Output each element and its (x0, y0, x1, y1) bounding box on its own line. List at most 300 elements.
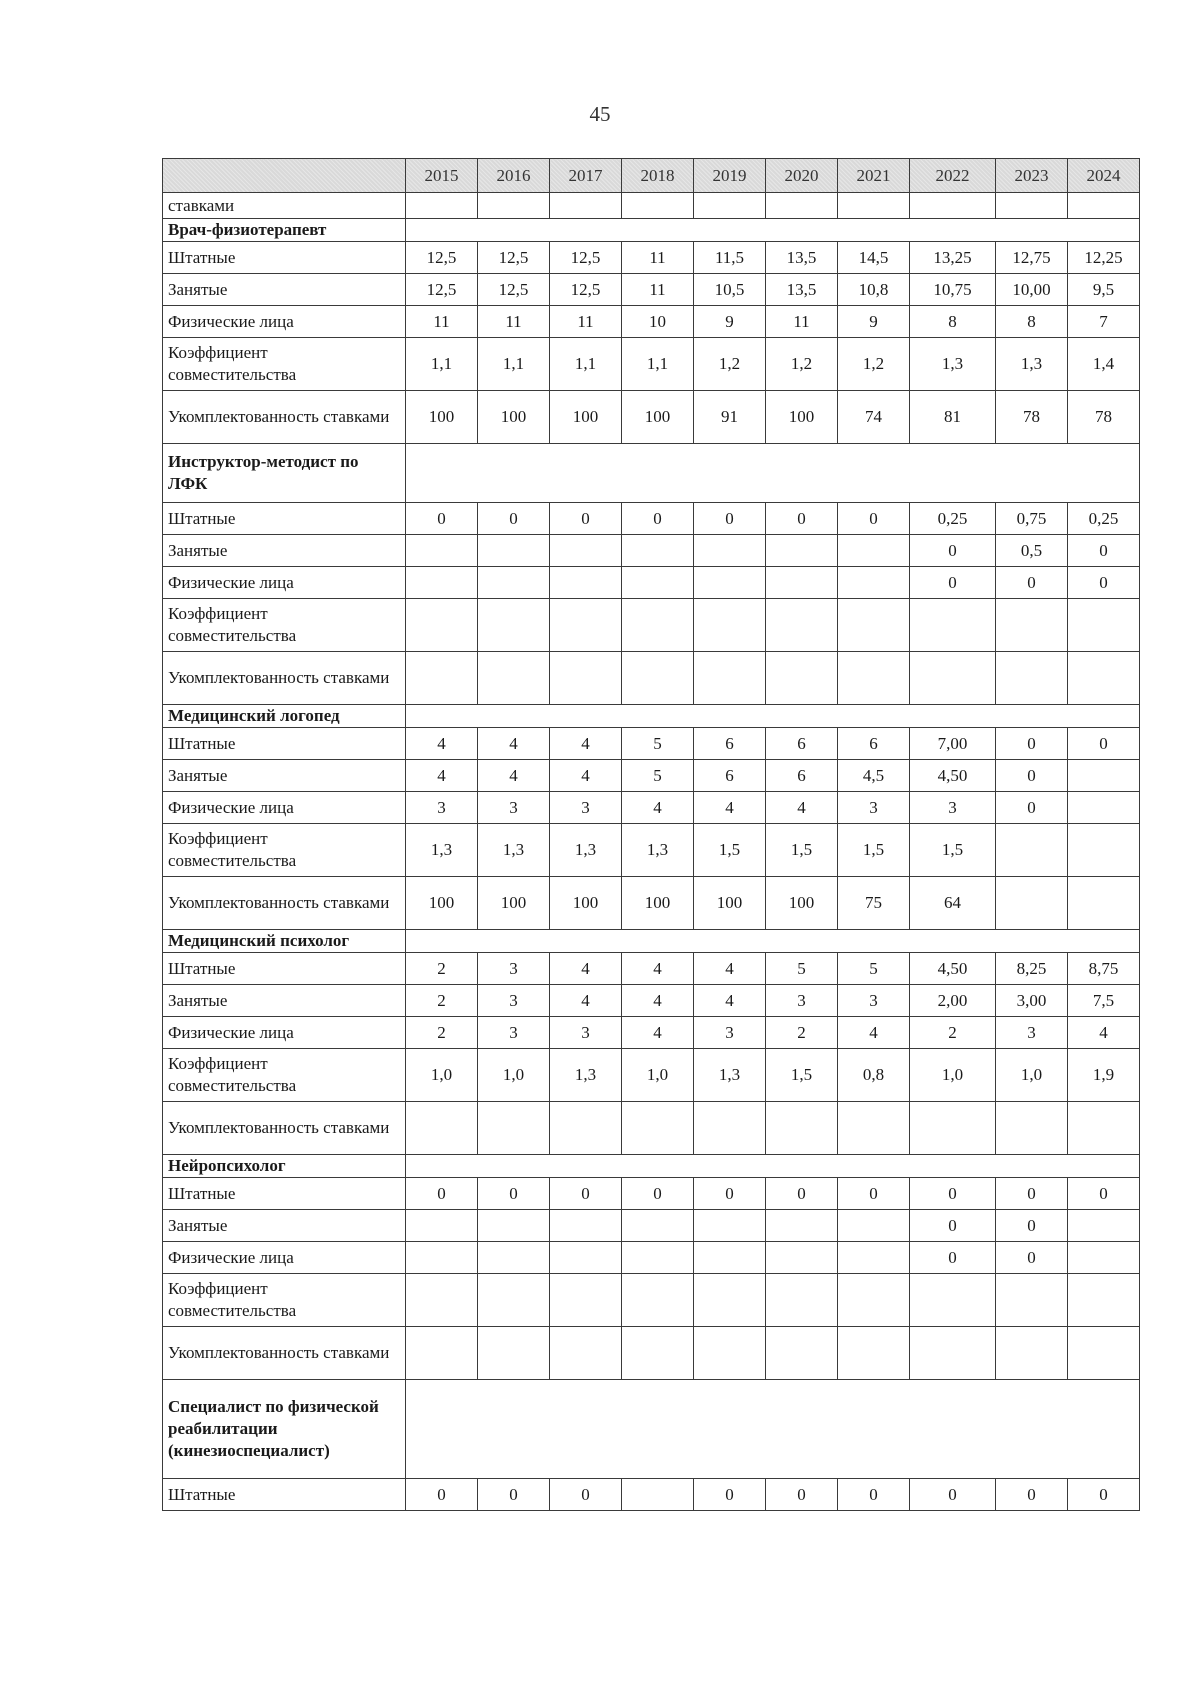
table-cell: 0 (910, 1242, 996, 1274)
table-cell (838, 1327, 910, 1380)
row-label: Коэффициент совместительства (163, 599, 406, 652)
table-body (163, 193, 1140, 1511)
position-title: Врач-физиотерапевт (163, 219, 406, 242)
table-cell (550, 1210, 622, 1242)
table-cell: 1,3 (550, 824, 622, 877)
table-cell: 1,0 (478, 1049, 550, 1102)
table-cell: 100 (550, 877, 622, 930)
table-cell: 10 (622, 306, 694, 338)
row-label: Занятые (163, 760, 406, 792)
table-cell: 6 (766, 760, 838, 792)
table-cell: 0 (1068, 1479, 1140, 1511)
table-cell: 4 (406, 728, 478, 760)
table-row (163, 391, 1140, 444)
table-cell (996, 1102, 1068, 1155)
table-row (163, 535, 1140, 567)
position-title: Медицинский психолог (163, 930, 406, 953)
position-title: Инструктор-методист по ЛФК (163, 444, 406, 503)
table-cell: 12,5 (478, 274, 550, 306)
table-cell: 0,8 (838, 1049, 910, 1102)
row-label: ставками (163, 193, 406, 219)
table-cell: 0 (766, 1178, 838, 1210)
table-cell: 8 (910, 306, 996, 338)
table-cell (766, 1210, 838, 1242)
table-cell: 0 (996, 1479, 1068, 1511)
table-cell: 3 (478, 1017, 550, 1049)
row-label: Штатные (163, 242, 406, 274)
table-cell (1068, 877, 1140, 930)
table-cell: 11 (406, 306, 478, 338)
table-cell: 0,25 (910, 503, 996, 535)
table-cell (550, 599, 622, 652)
table-cell (550, 1327, 622, 1380)
table-cell: 0 (1068, 1178, 1140, 1210)
header-row (163, 159, 1140, 193)
group-header-row (163, 1380, 1140, 1479)
table-cell: 74 (838, 391, 910, 444)
group-empty-cell (406, 930, 1140, 953)
table-cell: 0 (838, 503, 910, 535)
table-cell (996, 1327, 1068, 1380)
table-cell (406, 652, 478, 705)
table-cell (1068, 652, 1140, 705)
table-cell: 0 (910, 535, 996, 567)
year-header: 2024 (1068, 159, 1140, 193)
table-cell: 0 (406, 503, 478, 535)
table-cell: 0 (694, 503, 766, 535)
table-row (163, 877, 1140, 930)
table-cell (766, 535, 838, 567)
table-cell: 2 (406, 953, 478, 985)
table-cell: 0,75 (996, 503, 1068, 535)
table-cell: 0 (1068, 728, 1140, 760)
table-cell: 11 (622, 274, 694, 306)
table-cell: 7 (1068, 306, 1140, 338)
table-cell: 3 (910, 792, 996, 824)
table-cell: 1,0 (622, 1049, 694, 1102)
row-label: Физические лица (163, 1017, 406, 1049)
row-label: Укомплектованность ставками (163, 652, 406, 705)
table-cell: 3 (478, 953, 550, 985)
table-cell: 13,5 (766, 274, 838, 306)
table-cell: 10,00 (996, 274, 1068, 306)
table-cell: 0 (838, 1178, 910, 1210)
table-cell: 4 (550, 760, 622, 792)
staffing-table (162, 158, 1140, 1511)
table-cell: 6 (694, 728, 766, 760)
table-cell: 0,5 (996, 535, 1068, 567)
table-cell: 6 (694, 760, 766, 792)
table-cell (622, 1102, 694, 1155)
group-empty-cell (406, 219, 1140, 242)
table-cell: 4,50 (910, 953, 996, 985)
row-label: Физические лица (163, 567, 406, 599)
table-cell (694, 1274, 766, 1327)
table-cell (996, 824, 1068, 877)
table-cell (996, 877, 1068, 930)
table-cell: 3 (996, 1017, 1068, 1049)
table-cell (1068, 760, 1140, 792)
year-header: 2015 (406, 159, 478, 193)
header-corner (163, 159, 406, 193)
table-cell (406, 567, 478, 599)
table-cell (622, 1210, 694, 1242)
table-cell: 3 (478, 792, 550, 824)
table-cell (1068, 1242, 1140, 1274)
table-cell: 6 (838, 728, 910, 760)
row-label: Штатные (163, 1178, 406, 1210)
table-cell: 1,5 (766, 1049, 838, 1102)
row-label: Штатные (163, 728, 406, 760)
table-cell (478, 1210, 550, 1242)
table-cell: 1,1 (622, 338, 694, 391)
table-cell: 4,50 (910, 760, 996, 792)
table-cell: 12,5 (550, 274, 622, 306)
table-cell: 4 (694, 985, 766, 1017)
table-cell (910, 599, 996, 652)
table-cell (1068, 1327, 1140, 1380)
table-cell: 4 (550, 728, 622, 760)
table-cell (1068, 792, 1140, 824)
table-row (163, 1327, 1140, 1380)
table-cell: 2 (766, 1017, 838, 1049)
table-cell: 0 (910, 1210, 996, 1242)
table-cell: 4 (694, 953, 766, 985)
group-empty-cell (406, 705, 1140, 728)
position-title: Нейропсихолог (163, 1155, 406, 1178)
table-cell: 0 (406, 1178, 478, 1210)
table-cell: 4 (1068, 1017, 1140, 1049)
row-label: Укомплектованность ставками (163, 391, 406, 444)
table-cell (406, 1327, 478, 1380)
row-label: Занятые (163, 535, 406, 567)
table-cell: 9,5 (1068, 274, 1140, 306)
table-cell: 4 (550, 953, 622, 985)
table-row (163, 503, 1140, 535)
table-row (163, 728, 1140, 760)
row-label: Физические лица (163, 306, 406, 338)
table-cell: 0 (996, 1178, 1068, 1210)
table-row (163, 1479, 1140, 1511)
table-cell: 1,9 (1068, 1049, 1140, 1102)
table-cell: 4 (766, 792, 838, 824)
table-cell (622, 1242, 694, 1274)
table-cell (766, 1327, 838, 1380)
table-cell: 1,0 (910, 1049, 996, 1102)
table-cell (766, 1274, 838, 1327)
table-cell (550, 1102, 622, 1155)
table-cell (478, 1102, 550, 1155)
table-cell (550, 535, 622, 567)
row-label: Коэффициент совместительства (163, 1274, 406, 1327)
table-cell: 0 (996, 760, 1068, 792)
table-cell: 0 (622, 1178, 694, 1210)
table-cell (1068, 1102, 1140, 1155)
table-cell (622, 652, 694, 705)
table-row (163, 1210, 1140, 1242)
table-row (163, 567, 1140, 599)
table-cell: 3 (478, 985, 550, 1017)
table-cell: 4,5 (838, 760, 910, 792)
table-cell: 0 (910, 567, 996, 599)
table-cell (838, 193, 910, 219)
row-label: Физические лица (163, 1242, 406, 1274)
table-cell: 0 (622, 503, 694, 535)
year-header: 2021 (838, 159, 910, 193)
year-header: 2020 (766, 159, 838, 193)
year-header: 2017 (550, 159, 622, 193)
table-cell: 10,75 (910, 274, 996, 306)
table-cell: 0 (838, 1479, 910, 1511)
year-header: 2019 (694, 159, 766, 193)
table-cell (406, 1102, 478, 1155)
table-cell (910, 1327, 996, 1380)
table-cell: 1,1 (406, 338, 478, 391)
row-label: Укомплектованность ставками (163, 1327, 406, 1380)
table-cell (622, 1479, 694, 1511)
group-header-row (163, 705, 1140, 728)
table-cell: 100 (766, 391, 838, 444)
table-cell: 11 (478, 306, 550, 338)
table-cell: 12,5 (478, 242, 550, 274)
table-cell (478, 1274, 550, 1327)
table-cell (694, 1242, 766, 1274)
table-row (163, 824, 1140, 877)
table-cell: 12,5 (406, 242, 478, 274)
table-cell (910, 1102, 996, 1155)
table-cell (406, 193, 478, 219)
table-row (163, 953, 1140, 985)
table-cell: 6 (766, 728, 838, 760)
table-cell: 12,5 (406, 274, 478, 306)
table-row (163, 1102, 1140, 1155)
table-cell: 1,2 (838, 338, 910, 391)
table-cell (478, 193, 550, 219)
table-cell: 4 (406, 760, 478, 792)
row-label: Занятые (163, 1210, 406, 1242)
table-cell (478, 1327, 550, 1380)
table-cell (766, 193, 838, 219)
table-row (163, 242, 1140, 274)
table-cell (478, 1242, 550, 1274)
table-cell: 2 (406, 985, 478, 1017)
table-cell (838, 535, 910, 567)
table-cell: 100 (766, 877, 838, 930)
row-label: Штатные (163, 1479, 406, 1511)
table-cell: 100 (622, 877, 694, 930)
table-cell (694, 1327, 766, 1380)
table-cell: 0 (550, 503, 622, 535)
table-cell (478, 567, 550, 599)
table-cell: 1,5 (694, 824, 766, 877)
table-row (163, 1049, 1140, 1102)
table-cell: 0 (1068, 567, 1140, 599)
table-cell: 1,0 (406, 1049, 478, 1102)
table-cell: 5 (838, 953, 910, 985)
table-cell (550, 1274, 622, 1327)
group-header-row (163, 444, 1140, 503)
table-cell: 8 (996, 306, 1068, 338)
table-cell (406, 1210, 478, 1242)
table-cell: 0 (694, 1178, 766, 1210)
table-cell (766, 652, 838, 705)
table-cell (766, 567, 838, 599)
table-cell (550, 567, 622, 599)
table-cell: 100 (694, 877, 766, 930)
table-row (163, 985, 1140, 1017)
row-label: Занятые (163, 985, 406, 1017)
table-cell: 0 (996, 792, 1068, 824)
table-cell: 100 (406, 391, 478, 444)
table-cell: 100 (406, 877, 478, 930)
table-cell: 12,25 (1068, 242, 1140, 274)
table-row (163, 1274, 1140, 1327)
table-cell: 5 (766, 953, 838, 985)
table-cell (910, 193, 996, 219)
table-cell (1068, 824, 1140, 877)
table-cell (694, 1102, 766, 1155)
row-label: Коэффициент совместительства (163, 338, 406, 391)
table-cell: 12,5 (550, 242, 622, 274)
table-row (163, 792, 1140, 824)
table-cell: 100 (622, 391, 694, 444)
table-cell: 0 (550, 1178, 622, 1210)
table-row (163, 274, 1140, 306)
table-cell: 3,00 (996, 985, 1068, 1017)
table-row (163, 599, 1140, 652)
table-cell (550, 193, 622, 219)
table-cell: 12,75 (996, 242, 1068, 274)
table-cell: 0 (406, 1479, 478, 1511)
table-cell (996, 652, 1068, 705)
group-empty-cell (406, 444, 1140, 503)
table-cell (694, 567, 766, 599)
table-cell: 11 (550, 306, 622, 338)
table-cell: 78 (996, 391, 1068, 444)
table-cell: 10,8 (838, 274, 910, 306)
table-cell: 3 (406, 792, 478, 824)
table-cell: 4 (622, 985, 694, 1017)
table-cell: 2 (406, 1017, 478, 1049)
table-cell (406, 1274, 478, 1327)
table-cell: 4 (838, 1017, 910, 1049)
table-cell: 0 (550, 1479, 622, 1511)
table-cell (406, 535, 478, 567)
table-cell: 100 (550, 391, 622, 444)
table-cell (766, 1242, 838, 1274)
row-label: Укомплектованность ставками (163, 1102, 406, 1155)
table-row (163, 1178, 1140, 1210)
table-cell: 100 (478, 877, 550, 930)
table-cell: 0 (996, 567, 1068, 599)
table-cell: 3 (766, 985, 838, 1017)
table-cell: 1,5 (838, 824, 910, 877)
table-cell: 1,3 (694, 1049, 766, 1102)
table-cell: 4 (478, 760, 550, 792)
table-cell (694, 652, 766, 705)
position-title: Медицинский логопед (163, 705, 406, 728)
table-cell: 0,25 (1068, 503, 1140, 535)
table-cell (1068, 1210, 1140, 1242)
table-row (163, 760, 1140, 792)
group-header-row (163, 1155, 1140, 1178)
table-cell: 64 (910, 877, 996, 930)
table-cell (838, 1210, 910, 1242)
group-header-row (163, 219, 1140, 242)
table-cell: 0 (478, 1178, 550, 1210)
table-cell: 0 (996, 728, 1068, 760)
year-header: 2023 (996, 159, 1068, 193)
table-cell: 5 (622, 728, 694, 760)
table-cell: 0 (478, 1479, 550, 1511)
year-header: 2016 (478, 159, 550, 193)
table-cell: 81 (910, 391, 996, 444)
table-cell: 8,75 (1068, 953, 1140, 985)
table-row (163, 1242, 1140, 1274)
table-cell (694, 599, 766, 652)
table-cell (406, 599, 478, 652)
table-cell: 0 (910, 1479, 996, 1511)
table-cell: 11 (766, 306, 838, 338)
group-header-row (163, 930, 1140, 953)
table-cell (694, 193, 766, 219)
table-cell (996, 599, 1068, 652)
position-title: Специалист по физической реабилитации (кинезиоспециалист) (163, 1380, 406, 1479)
table-cell: 13,25 (910, 242, 996, 274)
table-cell: 3 (838, 985, 910, 1017)
table-cell: 1,5 (910, 824, 996, 877)
table-cell: 0 (766, 503, 838, 535)
table-cell: 0 (996, 1210, 1068, 1242)
table-cell (622, 535, 694, 567)
table-cell (910, 1274, 996, 1327)
group-empty-cell (406, 1380, 1140, 1479)
table-row (163, 652, 1140, 705)
row-label: Штатные (163, 503, 406, 535)
table-row (163, 338, 1140, 391)
table-cell: 1,4 (1068, 338, 1140, 391)
table-cell: 2 (910, 1017, 996, 1049)
table-cell (838, 652, 910, 705)
table-cell: 1,3 (996, 338, 1068, 391)
table-cell (622, 599, 694, 652)
table-cell (622, 1274, 694, 1327)
table-cell (766, 1102, 838, 1155)
table-cell (838, 599, 910, 652)
table-cell: 1,3 (406, 824, 478, 877)
row-label: Коэффициент совместительства (163, 1049, 406, 1102)
table-cell (838, 1242, 910, 1274)
table-cell: 11 (622, 242, 694, 274)
table-cell: 8,25 (996, 953, 1068, 985)
table-cell: 2,00 (910, 985, 996, 1017)
table-cell: 1,3 (478, 824, 550, 877)
page-number: 45 (589, 102, 611, 126)
table-cell (996, 1274, 1068, 1327)
table-cell: 1,2 (766, 338, 838, 391)
table-row (163, 1017, 1140, 1049)
table-cell: 1,1 (550, 338, 622, 391)
table-cell (406, 1242, 478, 1274)
table-row (163, 193, 1140, 219)
table-cell: 3 (550, 1017, 622, 1049)
table-cell: 3 (694, 1017, 766, 1049)
table-cell (996, 193, 1068, 219)
table-cell (694, 535, 766, 567)
table-cell (550, 1242, 622, 1274)
table-cell (622, 193, 694, 219)
table-cell: 100 (478, 391, 550, 444)
